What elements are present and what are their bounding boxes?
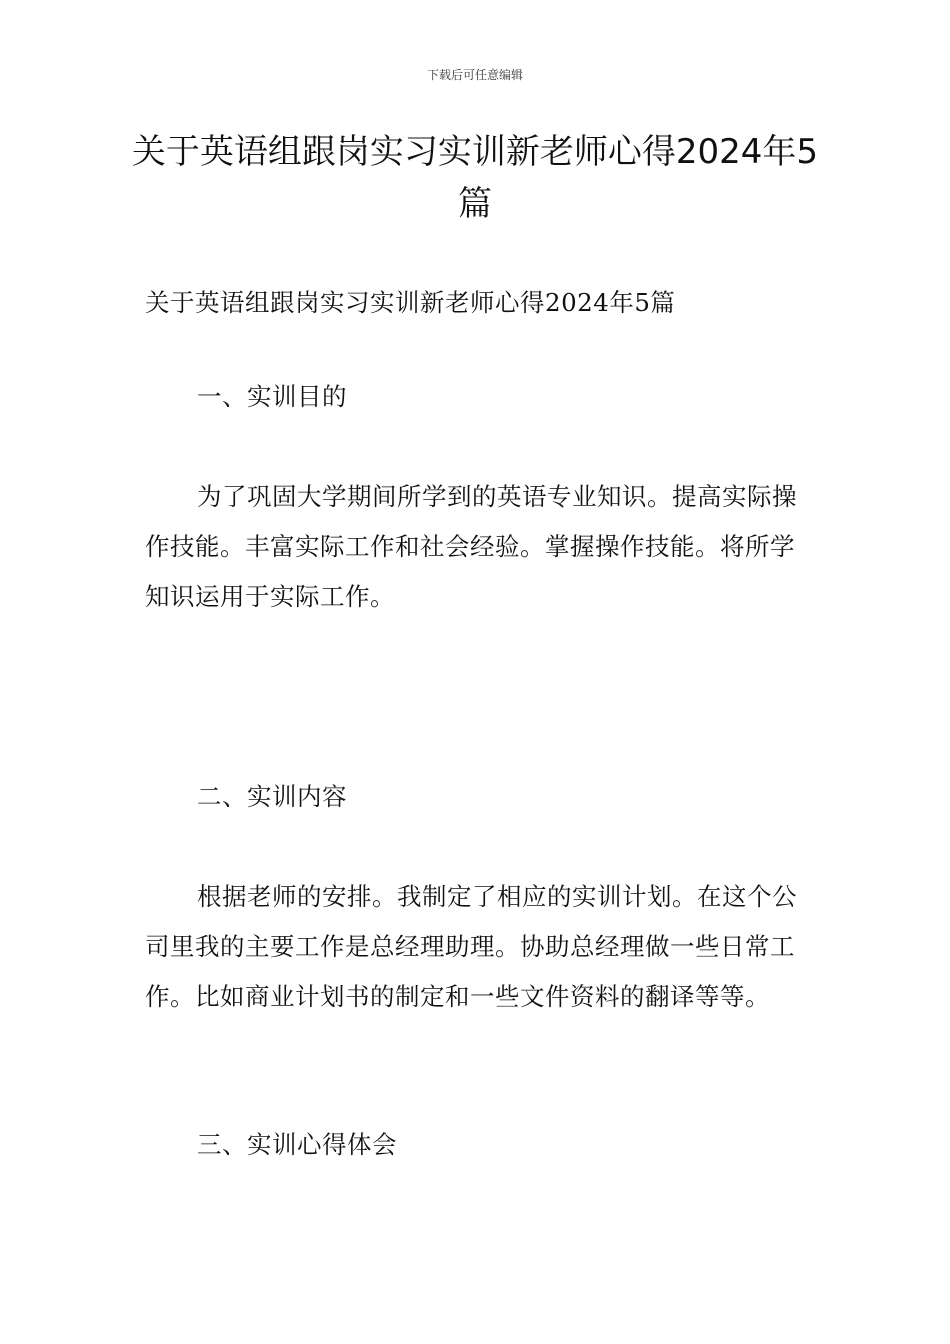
section-heading-2: 二、实训内容 bbox=[197, 782, 347, 811]
section-paragraph-1: 为了巩固大学期间所学到的英语专业知识。提高实际操作技能。丰富实际工作和社会经验。掌握操作技能。将所学知识运用于实际工作。 bbox=[145, 482, 797, 611]
section-paragraph-2: 根据老师的安排。我制定了相应的实训计划。在这个公司里我的主要工作是总经理助理。协助总经理做一些日常工作。比如商业计划书的制定和一些文件资料的翻译等等。 bbox=[145, 882, 797, 1011]
document-subtitle: 关于英语组跟岗实习实训新老师心得2024年5篇 bbox=[145, 288, 676, 317]
section-heading-1: 一、实训目的 bbox=[197, 382, 347, 411]
document-title: 关于英语组跟岗实习实训新老师心得2024年5篇 bbox=[131, 132, 819, 224]
header-note: 下载后可任意编辑 bbox=[426, 68, 523, 82]
section-heading-3: 三、实训心得体会 bbox=[197, 1130, 397, 1159]
